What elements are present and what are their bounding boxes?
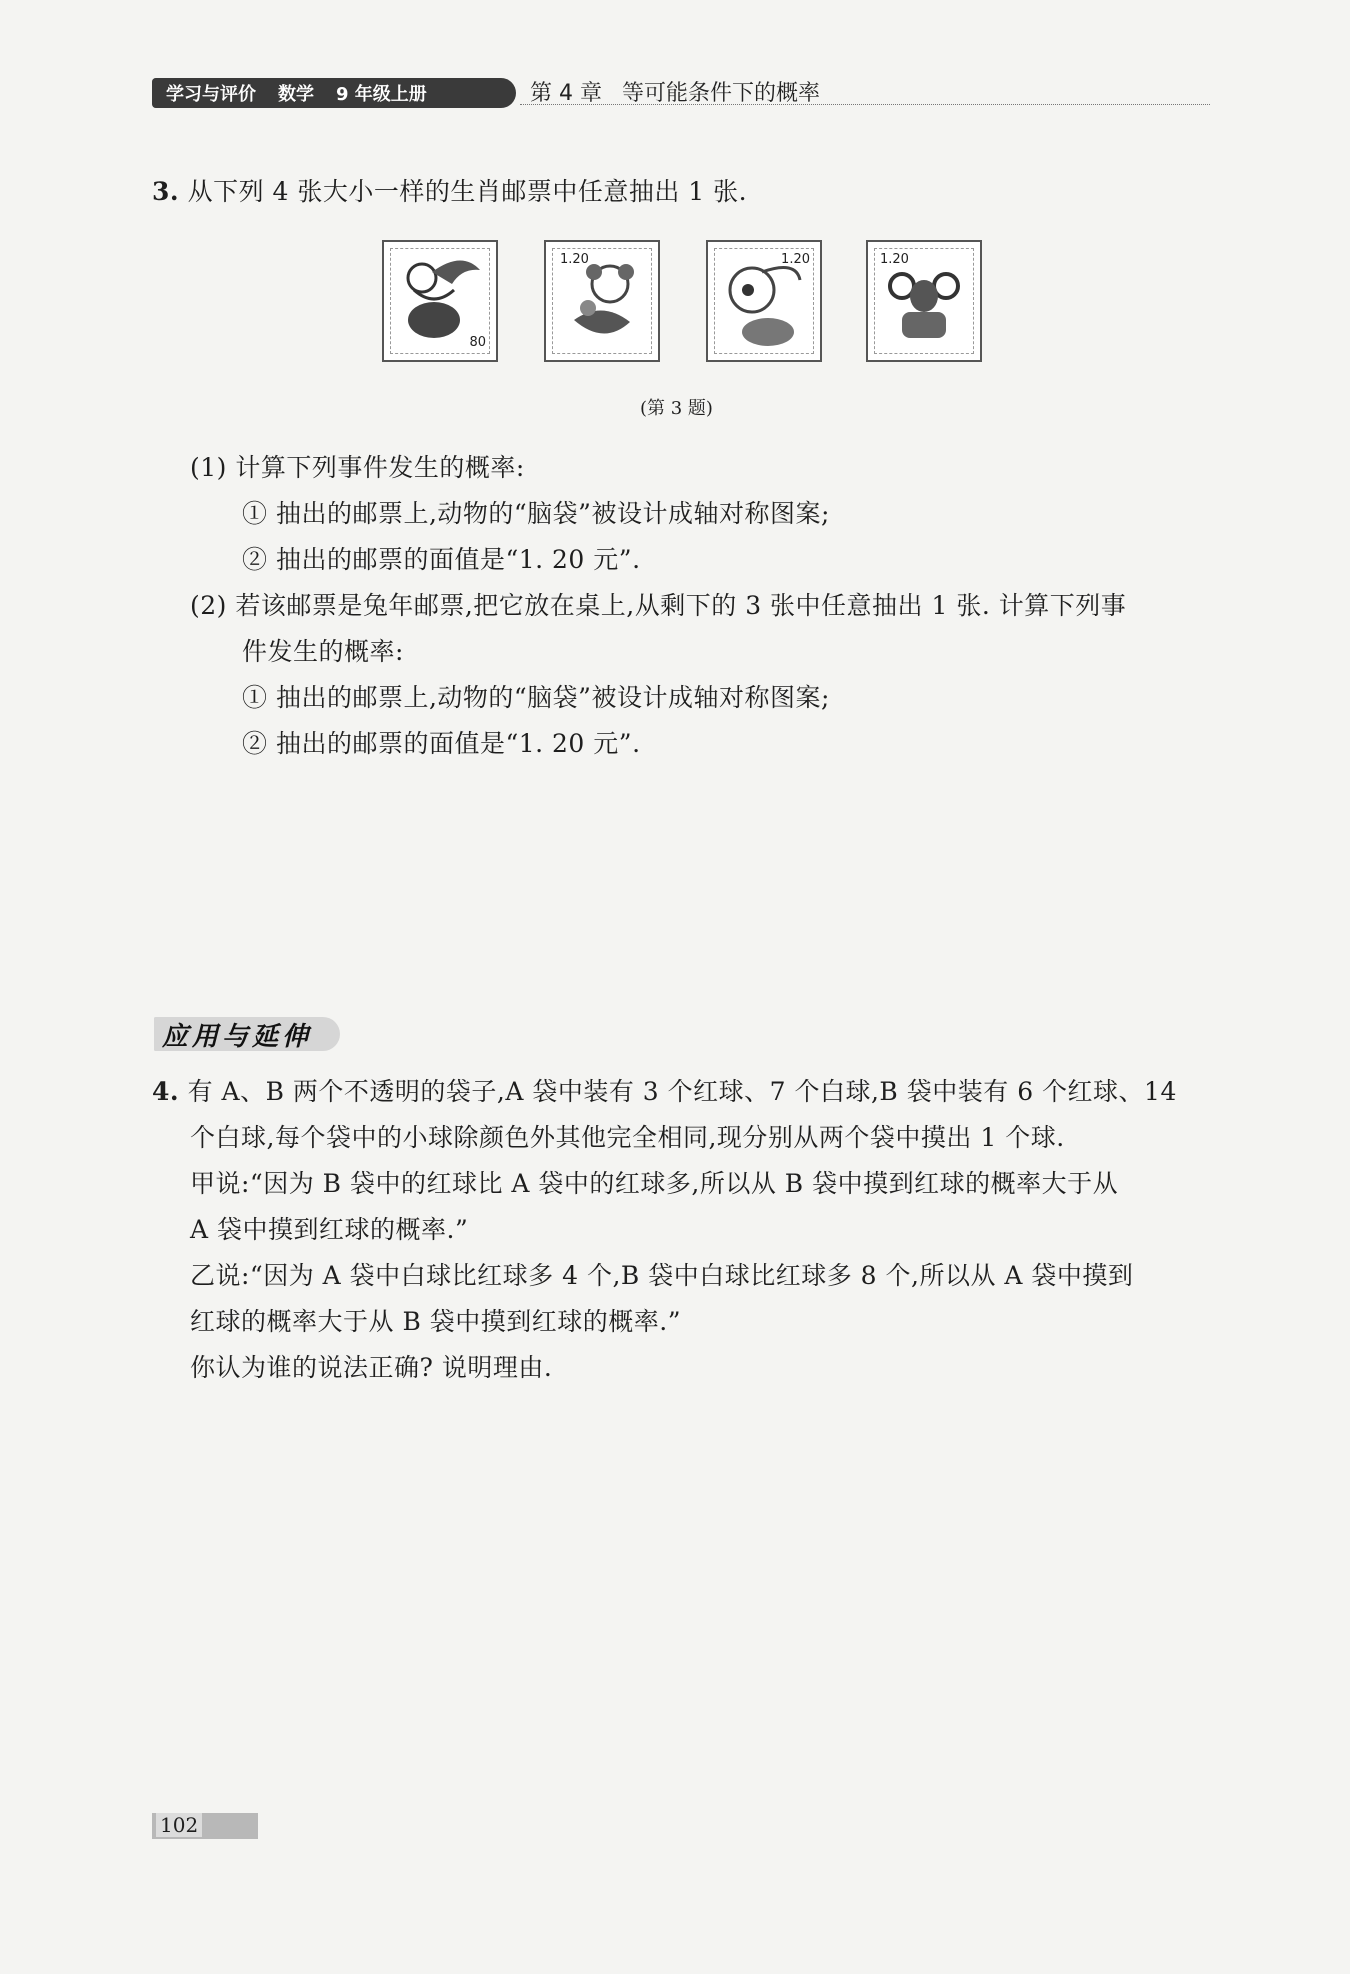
- stamp-goat: [866, 240, 982, 362]
- book-grade: 9 年级上册: [336, 84, 427, 105]
- q4-line4: A 袋中摸到红球的概率.”: [190, 1215, 469, 1244]
- q4-line7: 你认为谁的说法正确? 说明理由.: [190, 1353, 553, 1382]
- book-subject: 数学: [278, 84, 314, 105]
- q3-part1-b: ② 抽出的邮票的面值是“1. 20 元”.: [242, 545, 641, 574]
- chapter-number: 第 4 章: [530, 81, 602, 106]
- q3-number: 3.: [152, 177, 180, 206]
- chapter-title: 等可能条件下的概率: [621, 81, 820, 106]
- stamp-value: 80: [469, 335, 486, 350]
- stamp-rat: [544, 240, 660, 362]
- section-title: 应用与延伸: [162, 1022, 313, 1052]
- stamp-rabbit: [706, 240, 822, 362]
- q4-line6: 红球的概率大于从 B 袋中摸到红球的概率.”: [190, 1307, 681, 1336]
- q4-line5: 乙说:“因为 A 袋中白球比红球多 4 个,B 袋中白球比红球多 8 个,所以从 A 袋中摸到: [190, 1261, 1134, 1290]
- page-number: 102: [156, 1813, 202, 1837]
- stamp-value: 1.20: [781, 252, 810, 267]
- q3-part2-line2: 件发生的概率:: [242, 637, 404, 666]
- q3-stem: [152, 172, 747, 208]
- q4-number: 4.: [152, 1077, 180, 1106]
- stamp-value: 1.20: [880, 252, 909, 267]
- q4-line3: 甲说:“因为 B 袋中的红球比 A 袋中的红球多,所以从 B 袋中摸到红球的概率大于从: [190, 1169, 1119, 1198]
- chapter-heading: [530, 76, 840, 107]
- stamp-value: 1.20: [560, 252, 589, 267]
- book-title-badge: [152, 78, 516, 108]
- header-divider: [520, 104, 1210, 105]
- q4-line1-text: 有 A、B 两个不透明的袋子,A 袋中装有 3 个红球、7 个白球,B 袋中装有 6 个红球、14: [187, 1077, 1177, 1106]
- q3-part1-a: ① 抽出的邮票上,动物的“脑袋”被设计成轴对称图案;: [242, 499, 830, 528]
- q3-part2-line1: (2) 若该邮票是兔年邮票,把它放在桌上,从剩下的 3 张中任意抽出 1 张. 计算下列事: [190, 591, 1127, 620]
- q3-part2-a: ① 抽出的邮票上,动物的“脑袋”被设计成轴对称图案;: [242, 683, 830, 712]
- figure-caption: (第 3 题): [640, 398, 713, 419]
- stamp-rooster: [382, 240, 498, 362]
- q4-line2: 个白球,每个袋中的小球除颜色外其他完全相同,现分别从两个袋中摸出 1 个球.: [190, 1123, 1065, 1152]
- q3-part1: (1) 计算下列事件发生的概率:: [190, 453, 525, 482]
- book-series: 学习与评价: [166, 84, 256, 105]
- q3-part2-b: ② 抽出的邮票的面值是“1. 20 元”.: [242, 729, 641, 758]
- q4-line1: [152, 1072, 1177, 1108]
- q3-stem-text: 从下列 4 张大小一样的生肖邮票中任意抽出 1 张.: [187, 177, 748, 206]
